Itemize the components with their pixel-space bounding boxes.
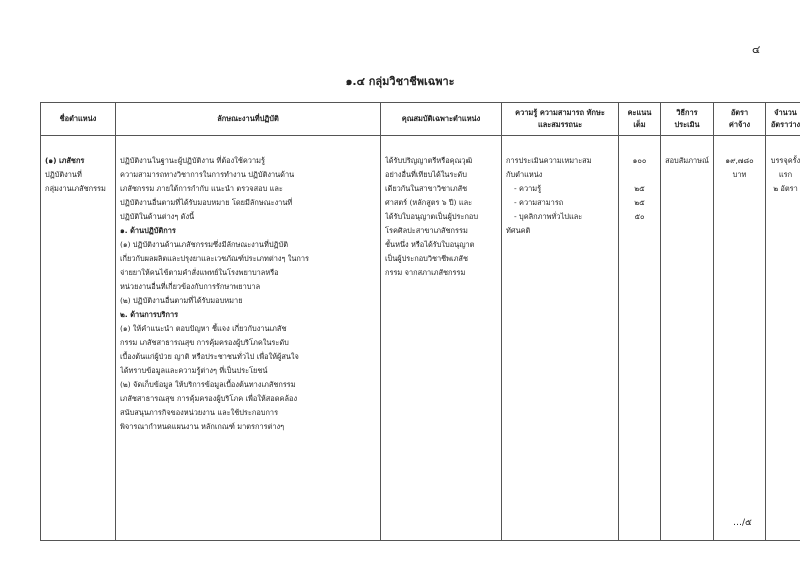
count-line: ๒ อัตรา	[773, 184, 798, 193]
qualification-line: เป็นผู้ประกอบวิชาชีพเภสัช	[385, 254, 468, 263]
job-table	[40, 102, 800, 541]
table-row	[41, 136, 800, 541]
qualification-line: ได้รับใบอนุญาตเป็นผู้ประกอบ	[385, 212, 479, 221]
header-wage-line: ค่าจ้าง	[728, 120, 751, 129]
duties-line: ความสามารถทางวิชาการในการทำงาน ปฏิบัติงานด้าน	[120, 170, 295, 179]
competency-item: - ความรู้	[514, 184, 542, 193]
header-method-line: ประเมิน	[674, 120, 700, 129]
duties-line: ปฏิบัติงานในฐานะผู้ปฏิบัติงาน ที่ต้องใช้ความรู้	[120, 156, 265, 165]
duties-line: พิจารณากำหนดแผนงาน หลักเกณฑ์ มาตรการต่างๆ	[120, 422, 285, 431]
header-score-line: เต็ม	[633, 120, 646, 129]
cell-method	[661, 136, 714, 541]
header-competency-line: ความรู้ ความสามารถ ทักษะ	[515, 108, 605, 117]
duties-heading: ๒. ด้านการบริการ	[120, 310, 179, 319]
duties-line: จ่ายยาให้คนไข้ตามคำสั่งแพทย์ในโรงพยาบาลหรือ	[120, 268, 279, 277]
next-page-marker: …/๕	[733, 518, 752, 528]
duties-line: (๑) ให้คำแนะนำ ตอบปัญหา ชี้แจง เกี่ยวกับงานเภสัช	[120, 324, 287, 333]
header-method-line: วิธีการ	[676, 108, 698, 117]
duties-heading: ๑. ด้านปฏิบัติการ	[120, 226, 176, 235]
position-title: (๑) เภสัชกร	[45, 156, 85, 165]
duties-line: ปฏิบัติงานอื่นตามที่ได้รับมอบหมาย โดยมีลักษณะงานที่	[120, 198, 293, 207]
competency-line: ทัศนคติ	[506, 226, 531, 235]
duties-line: หน่วยงานอื่นที่เกี่ยวข้องกับการรักษาพยาบาล	[120, 282, 261, 291]
qualification-line: ได้รับปริญญาตรีหรือคุณวุฒิ	[385, 156, 473, 165]
qualification-line: ชั้นหนึ่ง หรือได้รับใบอนุญาต	[385, 240, 475, 249]
duties-line: เภสัชสาธารณสุข การคุ้มครองผู้บริโภค เพื่อให้สอดคล้อง	[120, 394, 298, 403]
table-header-row	[41, 103, 800, 136]
score-value: ๒๕	[634, 184, 645, 193]
header-score	[619, 103, 661, 136]
qualification-line: โรคศิลปะสาขาเภสัชกรรม	[385, 226, 468, 235]
method-value: สอบสัมภาษณ์	[665, 156, 709, 165]
score-value: ๑๐๐	[632, 156, 647, 165]
header-duties: ลักษณะงานที่ปฏิบัติ	[116, 103, 381, 136]
score-value: ๕๐	[634, 212, 645, 221]
duties-line: ได้ทราบข้อมูลและความรู้ต่างๆ ที่เป็นประโยชน์	[120, 366, 268, 375]
position-line: กลุ่มงานเภสัชกรรม	[45, 184, 106, 193]
competency-item: - ความสามารถ	[514, 198, 564, 207]
header-method	[661, 103, 714, 136]
score-value	[623, 168, 656, 182]
count-line: บรรจุครั้ง	[770, 156, 800, 165]
cell-position	[41, 136, 116, 541]
section-title: ๑.๔ กลุ่มวิชาชีพเฉพาะ	[345, 75, 455, 88]
header-competency	[502, 103, 619, 136]
cell-score	[619, 136, 661, 541]
header-count-line: จำนวน	[774, 108, 797, 117]
header-competency-line: และสมรรถนะ	[537, 120, 583, 129]
header-score-line: คะแนน	[627, 108, 652, 117]
cell-competency	[502, 136, 619, 541]
duties-line: เภสัชกรรม ภายใต้การกำกับ แนะนำ ตรวจสอบ และ	[120, 184, 283, 193]
qualification-line: ศาสตร์ (หลักสูตร ๖ ปี) และ	[385, 198, 473, 207]
duties-line: สนับสนุนภารกิจของหน่วยงาน และใช้ประกอบการ	[120, 408, 279, 417]
duties-line: (๑) ปฏิบัติงานด้านเภสัชกรรมซึ่งมีลักษณะงานที่ปฏิบัติ	[120, 240, 288, 249]
page-number: ๔	[752, 43, 761, 56]
qualification-line: อย่างอื่นที่เทียบได้ในระดับ	[385, 170, 467, 179]
header-wage	[714, 103, 766, 136]
duties-line: (๒) จัดเก็บข้อมูล ให้บริการข้อมูลเบื้องต้นทางเภสัชกรรม	[120, 380, 296, 389]
header-positions-count	[766, 103, 800, 136]
competency-item: - บุคลิกภาพทั่วไปและ	[514, 212, 583, 221]
competency-line: กับตำแหน่ง	[506, 170, 543, 179]
qualification-line: เดียวกันในสาขาวิชาเภสัช	[385, 184, 468, 193]
duties-line: (๒) ปฏิบัติงานอื่นตามที่ได้รับมอบหมาย	[120, 296, 243, 305]
header-wage-line: อัตรา	[730, 108, 749, 117]
cell-qualifications	[381, 136, 502, 541]
qualification-line: กรรม จากสภาเภสัชกรรม	[385, 268, 466, 277]
cell-wage	[714, 136, 766, 541]
cell-positions-count	[766, 136, 800, 541]
header-count-line: อัตราว่าง	[770, 120, 800, 129]
wage-value: ๑๙,๗๘๐	[725, 156, 754, 165]
duties-line: เกี่ยวกับผลผลิตและปรุงยาและเวชภัณฑ์ประเภทต่างๆ ในการ	[120, 254, 310, 263]
wage-unit: บาท	[732, 170, 747, 179]
score-value: ๒๕	[634, 198, 645, 207]
cell-duties	[116, 136, 381, 541]
position-line: ปฏิบัติงานที่	[45, 170, 82, 179]
header-qualifications: คุณสมบัติเฉพาะตำแหน่ง	[381, 103, 502, 136]
competency-line: การประเมินความเหมาะสม	[506, 156, 592, 165]
duties-line: ปฏิบัติในด้านต่างๆ ดังนี้	[120, 212, 195, 221]
duties-line: เบื้องต้นแก่ผู้ป่วย ญาติ หรือประชาชนทั่วไป เพื่อให้ผู้สนใจ	[120, 352, 299, 361]
header-position: ชื่อตำแหน่ง	[41, 103, 116, 136]
duties-line: กรรม เภสัชสาธารณสุข การคุ้มครองผู้บริโภคในระดับ	[120, 338, 289, 347]
count-line: แรก	[778, 170, 793, 179]
